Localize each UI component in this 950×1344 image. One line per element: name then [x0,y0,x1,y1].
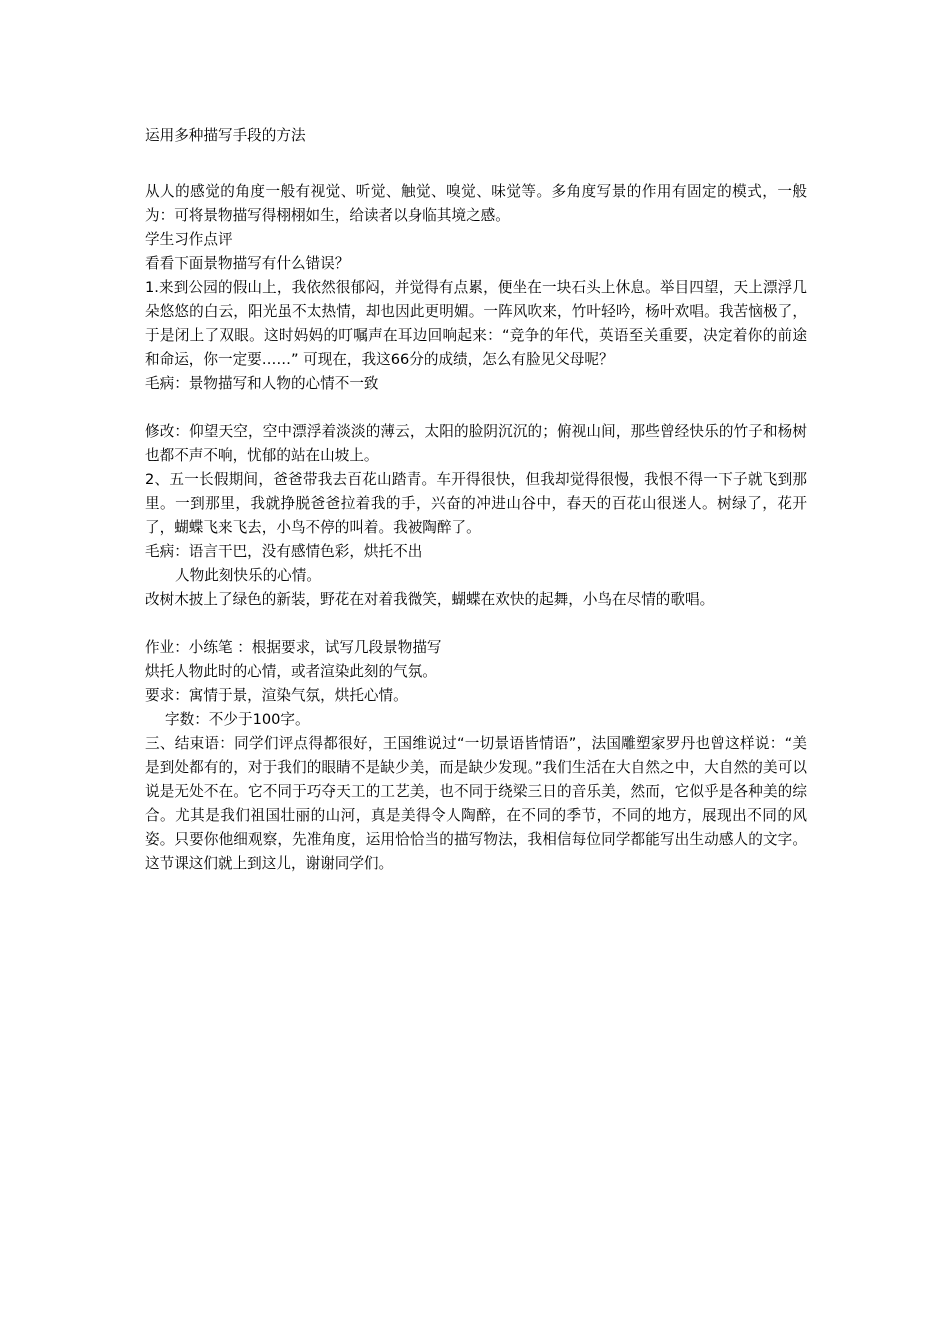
example2-fault-line1: 毛病：语言干巴，没有感情色彩，烘托不出 [145,543,423,560]
blank-line [145,148,807,172]
homework-line1: 作业：小练笔 ：根据要求，试写几段景物描写 [145,639,442,656]
section-heading: 学生习作点评 [145,231,233,248]
conclusion-paragraph: 三、结束语：同学们评点得都很好，王国维说过“一切景语皆情语”，法国雕塑家罗丹也曾这样说：“美是到处都有的，对于我们的眼睛不是缺少美，而是缺少发现。”我们生活在大自然之中，大自然的美可以说是无处不在。它不同于巧夺天工的工艺美，也不同于绕梁三日的音乐美，然而，它似乎是各种美的综合。尤其是我们祖国壮丽的山河，真是美得令人陶醉，在不同的季节，不同的地方，展现出不同的风姿。只要你他细观察，先准角度，运用恰恰当的描写物法，我相信每位同学都能写出生动感人的文字。这节课这们就上到这儿，谢谢同学们。 [145,735,807,872]
blank-line [145,612,807,636]
example1-fault: 毛病：景物描写和人物的心情不一致 [145,375,379,392]
example1-revision: 修改：仰望天空，空中漂浮着淡淡的薄云，太阳的脸阴沉沉的；俯视山间，那些曾经快乐的竹子和杨树也都不声不响，忧郁的站在山坡上。 [145,423,807,464]
homework-line2: 烘托人物此时的心情，或者渲染此刻的气氛。 [145,663,437,680]
homework-word-count: 字数：不少于100字。 [165,711,310,728]
intro-paragraph: 从人的感觉的角度一般有视觉、听觉、触觉、嗅觉、味觉等。多角度写景的作用有固定的模式，一般为：可将景物描写得栩栩如生，给读者以身临其境之感。 [145,183,807,224]
example2-fault-line2: 人物此刻快乐的心情。 [175,567,321,584]
document-title: 运用多种描写手段的方法 [145,127,306,144]
example1-paragraph: 1.来到公园的假山上，我依然很郁闷，并觉得有点累，便坐在一块石头上休息。举目四望，天上漂浮几朵悠悠的白云，阳光虽不太热情，却也因此更明媚。一阵风吹来，竹叶轻吟，杨叶欢唱。我苦恼极了，于是闭上了双眼。这时妈妈的叮嘱声在耳边回响起来：“竞争的年代，英语至关重要，决定着你的前途和命运，你一定要……” 可现在，我这66分的成绩，怎么有脸见父母呢？ [145,279,807,368]
example2-revision: 改树木披上了绿色的新装，野花在对着我微笑，蝴蝶在欢快的起舞，小鸟在尽情的歌唱。 [145,591,715,608]
example2-paragraph: 2、五一长假期间，爸爸带我去百花山踏青。车开得很快，但我却觉得很慢，我恨不得一下子就飞到那里。一到那里，我就挣脱爸爸拉着我的手，兴奋的冲进山谷中，春天的百花山很迷人。树绿了，花开了，蝴蝶飞来飞去，小鸟不停的叫着。我被陶醉了。 [145,471,807,536]
blank-line [145,172,807,180]
question-line: 看看下面景物描写有什么错误？ [145,255,350,272]
homework-requirement: 要求：寓情于景，渲染气氛，烘托心情。 [145,687,408,704]
blank-line [145,396,807,420]
document-body [145,124,807,876]
